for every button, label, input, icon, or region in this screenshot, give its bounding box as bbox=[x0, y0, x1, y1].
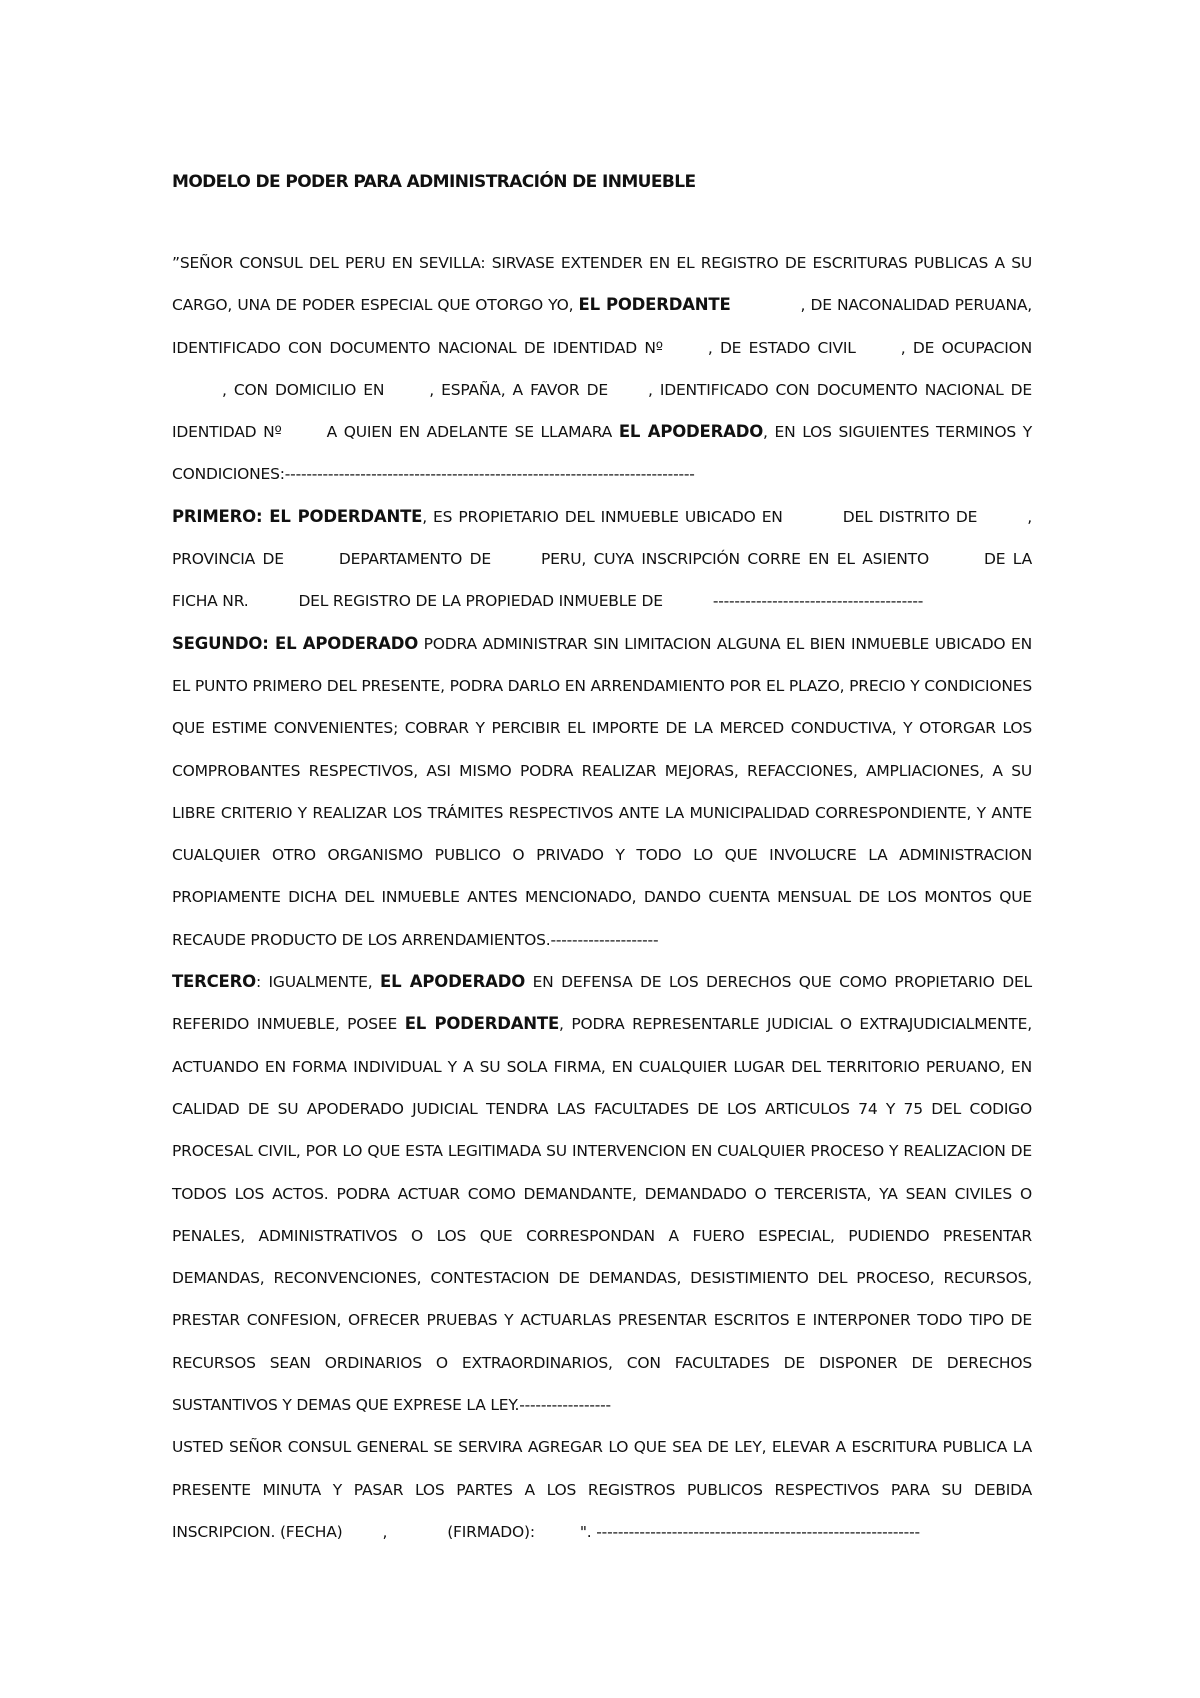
intro-text-8: A QUIEN EN ADELANTE SE LLAMARA bbox=[326, 423, 619, 442]
intro-text-4: , DE OCUPACION bbox=[900, 338, 1033, 357]
document-title: MODELO DE PODER PARA ADMINISTRACIÓN DE INMUEBLE bbox=[172, 172, 696, 192]
clause-segundo bbox=[172, 623, 1032, 961]
tercero-bold-apoderado: EL APODERADO bbox=[380, 972, 526, 992]
tercero-text-2: EN DEFENSA DE LOS DERECHOS QUE COMO PROPIETARIO DEL REFERIDO INMUEBLE, POSEE bbox=[172, 973, 1032, 1034]
tercero-heading: TERCERO bbox=[172, 972, 256, 992]
segundo-dashes: -------------------- bbox=[550, 930, 659, 949]
primero-text-1: , ES PROPIETARIO DEL INMUEBLE UBICADO EN bbox=[422, 507, 783, 526]
intro-text-9: , EN LOS SIGUIENTES TERMINOS Y CONDICIONES: bbox=[172, 423, 1033, 484]
primero-text-6: DE LA FICHA NR. bbox=[172, 550, 1032, 611]
closing-text-1: USTED SEÑOR CONSUL GENERAL SE SERVIRA AGREGAR LO QUE SEA DE LEY, ELEVAR A ESCRITURA PUBLICA LA PRESENTE MINUTA Y PASAR LOS PARTES A LOS REGISTROS PUBLICOS RESPECTIVOS PARA SU DEBIDA INSCRIPCION. (FECHA) bbox=[172, 1438, 1032, 1541]
segundo-text-1: PODRA ADMINISTRAR SIN LIMITACION ALGUNA EL BIEN INMUEBLE UBICADO EN EL PUNTO PRIMERO DEL PRESENTE, PODRA DARLO EN ARRENDAMIENTO POR EL PLAZO, PRECIO Y CONDICIONES QUE ESTIME CONVENIENTES; COBRAR Y PERCIBIR EL IMPORTE DE LA MERCED CONDUCTIVA, Y OTORGAR LOS COMPROBANTES RESPECTIVOS, ASI MISMO PODRA REALIZAR MEJORAS, REFACCIONES, AMPLIACIONES, A SU LIBRE CRITERIO Y REALIZAR LOS TRÁMITES RESPECTIVOS ANTE LA MUNICIPALIDAD CORRESPONDIENTE, Y ANTE CUALQUIER OTRO ORGANISMO PUBLICO O PRIVADO Y TODO LO QUE INVOLUCRE LA ADMINISTRACION PROPIAMENTE DICHA DEL INMUEBLE ANTES MENCIONADO, DANDO CUENTA MENSUAL DE LOS MONTOS QUE RECAUDE PRODUCTO DE LOS ARRENDAMIENTOS. bbox=[172, 634, 1032, 949]
clause-primero bbox=[172, 496, 1032, 623]
primero-text-2: DEL DISTRITO DE bbox=[842, 507, 978, 526]
closing-paragraph bbox=[172, 1426, 1032, 1553]
tercero-text-3: , PODRA REPRESENTARLE JUDICIAL O EXTRAJUDICIALMENTE, ACTUANDO EN FORMA INDIVIDUAL Y A SU SOLA FIRMA, EN CUALQUIER LUGAR DEL TERRITORIO PERUANO, EN CALIDAD DE SU APODERADO JUDICIAL TENDRA LAS FACULTADES DE LOS ARTICULOS 74 Y 75 DEL CODIGO PROCESAL CIVIL, POR LO QUE ESTA LEGITIMADA SU INTERVENCION EN CUALQUIER PROCESO Y REALIZACION DE TODOS LOS ACTOS. PODRA ACTUAR COMO DEMANDANTE, DEMANDADO O TERCERISTA, YA SEAN CIVILES O PENALES, ADMINISTRATIVOS O LOS QUE CORRESPONDAN A FUERO ESPECIAL, PUDIENDO PRESENTAR DEMANDAS, RECONVENCIONES, CONTESTACION DE DEMANDAS, DESISTIMIENTO DEL PROCESO, RECURSOS, PRESTAR CONFESION, OFRECER PRUEBAS Y ACTUARLAS PRESENTAR ESCRITOS E INTERPONER TODO TIPO DE RECURSOS SEAN ORDINARIOS O EXTRAORDINARIOS, CON FACULTADES DE DISPONER DE DERECHOS SUSTANTIVOS Y DEMAS QUE EXPRESE LA LEY. bbox=[172, 1015, 1032, 1415]
intro-text-6: , ESPAÑA, A FAVOR DE bbox=[429, 380, 608, 399]
closing-dashes: ------------------------------------------------------------ bbox=[596, 1522, 920, 1541]
intro-bold-apoderado: EL APODERADO bbox=[618, 422, 764, 442]
primero-text-5: PERU, CUYA INSCRIPCIÓN CORRE EN EL ASIENTO bbox=[540, 550, 929, 569]
primero-text-7: DEL REGISTRO DE LA PROPIEDAD INMUEBLE DE bbox=[298, 592, 663, 611]
intro-text-7: , IDENTIFICADO CON DOCUMENTO NACIONAL DE IDENTIDAD Nº bbox=[172, 380, 1032, 442]
clause-tercero bbox=[172, 961, 1032, 1426]
intro-text-3: , DE ESTADO CIVIL bbox=[707, 338, 856, 357]
intro-bold-poderdante: EL PODERDANTE bbox=[578, 295, 731, 315]
tercero-dashes: ----------------- bbox=[519, 1396, 611, 1415]
intro-dashes: ---------------------------------------------------------------------------- bbox=[284, 465, 695, 484]
intro-text-2: , DE NACONALIDAD PERUANA, IDENTIFICADO CON DOCUMENTO NACIONAL DE IDENTIDAD Nº bbox=[172, 296, 1032, 357]
tercero-text-1: : IGUALMENTE, bbox=[255, 973, 381, 992]
intro-paragraph bbox=[172, 242, 1032, 496]
primero-text-3: , PROVINCIA DE bbox=[172, 507, 1032, 569]
document-body bbox=[172, 242, 1032, 1553]
intro-text-5: , CON DOMICILIO EN bbox=[222, 380, 385, 399]
primero-dashes: --------------------------------------- bbox=[712, 592, 924, 611]
closing-text-4: ". bbox=[579, 1522, 592, 1541]
tercero-bold-poderdante: EL PODERDANTE bbox=[404, 1014, 560, 1034]
primero-heading: PRIMERO: EL PODERDANTE bbox=[172, 506, 423, 526]
intro-text-1: ”SEÑOR CONSUL DEL PERU EN SEVILLA: SIRVASE EXTENDER EN EL REGISTRO DE ESCRITURAS PUBLICAS A SU CARGO, UNA DE PODER ESPECIAL QUE OTORGO YO, bbox=[172, 254, 1032, 315]
primero-text-4: DEPARTAMENTO DE bbox=[338, 550, 491, 569]
segundo-heading: SEGUNDO: EL APODERADO bbox=[172, 633, 419, 653]
closing-text-2: , bbox=[382, 1522, 388, 1541]
closing-text-3: (FIRMADO): bbox=[447, 1522, 535, 1541]
